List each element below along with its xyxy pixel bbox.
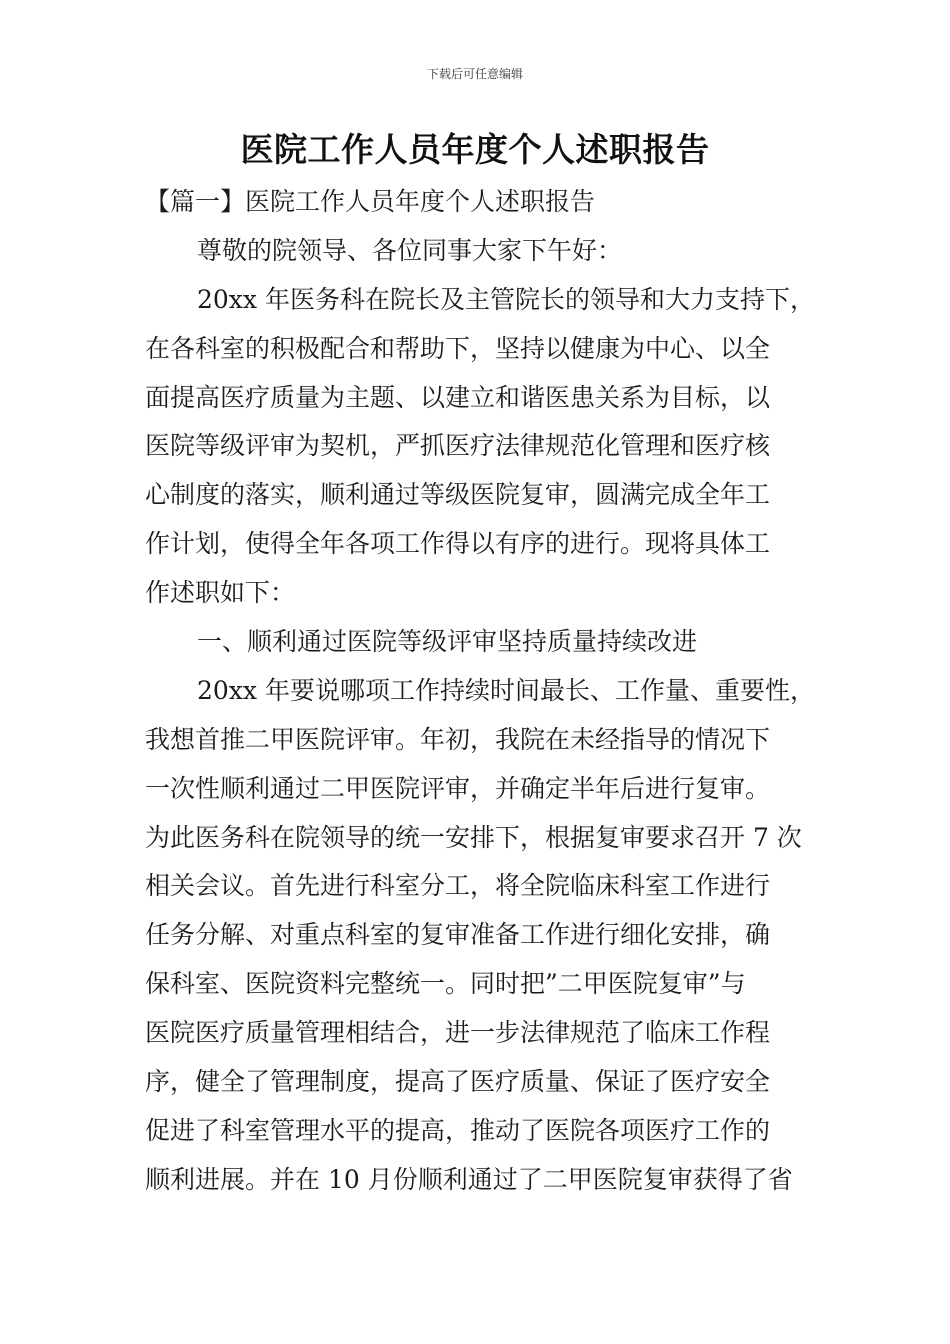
- body-text-line: 保科室、医院资料完整统一。同时把”二甲医院复审”与: [145, 969, 746, 999]
- body-text-line: 20xx 年要说哪项工作持续时间最长、工作量、重要性，: [197, 675, 815, 705]
- body-text-line: 相关会议。首先进行科室分工，将全院临床科室工作进行: [145, 871, 771, 901]
- body-text-line: 为此医务科在院领导的统一安排下，根据复审要求召开 7 次: [145, 822, 802, 852]
- section-heading: 【篇一】医院工作人员年度个人述职报告: [145, 187, 596, 216]
- body-text-line: 心制度的落实，顺利通过等级医院复审，圆满完成全年工: [145, 480, 771, 510]
- body-text-line: 医院等级评审为契机，严抓医疗法律规范化管理和医疗核: [145, 431, 771, 461]
- body-text-line: 尊敬的院领导、各位同事大家下午好：: [197, 235, 623, 265]
- document-title: 医院工作人员年度个人述职报告: [240, 130, 710, 169]
- header-note: 下载后可任意编辑: [426, 67, 523, 81]
- body-text-line: 顺利进展。并在 10 月份顺利通过了二甲医院复审获得了省: [145, 1164, 793, 1194]
- document-body: [145, 178, 835, 1205]
- body-text-line: 我想首推二甲医院评审。年初，我院在未经指导的情况下: [145, 724, 771, 754]
- body-text-line: 面提高医疗质量为主题、以建立和谐医患关系为目标，以: [145, 382, 771, 412]
- body-text-line: 一次性顺利通过二甲医院评审，并确定半年后进行复审。: [145, 773, 771, 803]
- body-text-line: 作计划，使得全年各项工作得以有序的进行。现将具体工: [145, 529, 771, 559]
- body-text-line: 20xx 年医务科在院长及主管院长的领导和大力支持下，: [197, 284, 815, 314]
- body-text-line: 作述职如下：: [145, 578, 296, 608]
- body-text-line: 促进了科室管理水平的提高，推动了医院各项医疗工作的: [145, 1115, 771, 1145]
- body-text-line: 任务分解、对重点科室的复审准备工作进行细化安排，确: [145, 920, 771, 950]
- body-text-line: 一、顺利通过医院等级评审坚持质量持续改进: [197, 627, 698, 657]
- body-text-line: 序，健全了管理制度，提高了医疗质量、保证了医疗安全: [145, 1067, 771, 1097]
- body-text-line: 医院医疗质量管理相结合，进一步法律规范了临床工作程: [145, 1018, 771, 1048]
- body-text-line: 在各科室的积极配合和帮助下，坚持以健康为中心、以全: [145, 333, 771, 363]
